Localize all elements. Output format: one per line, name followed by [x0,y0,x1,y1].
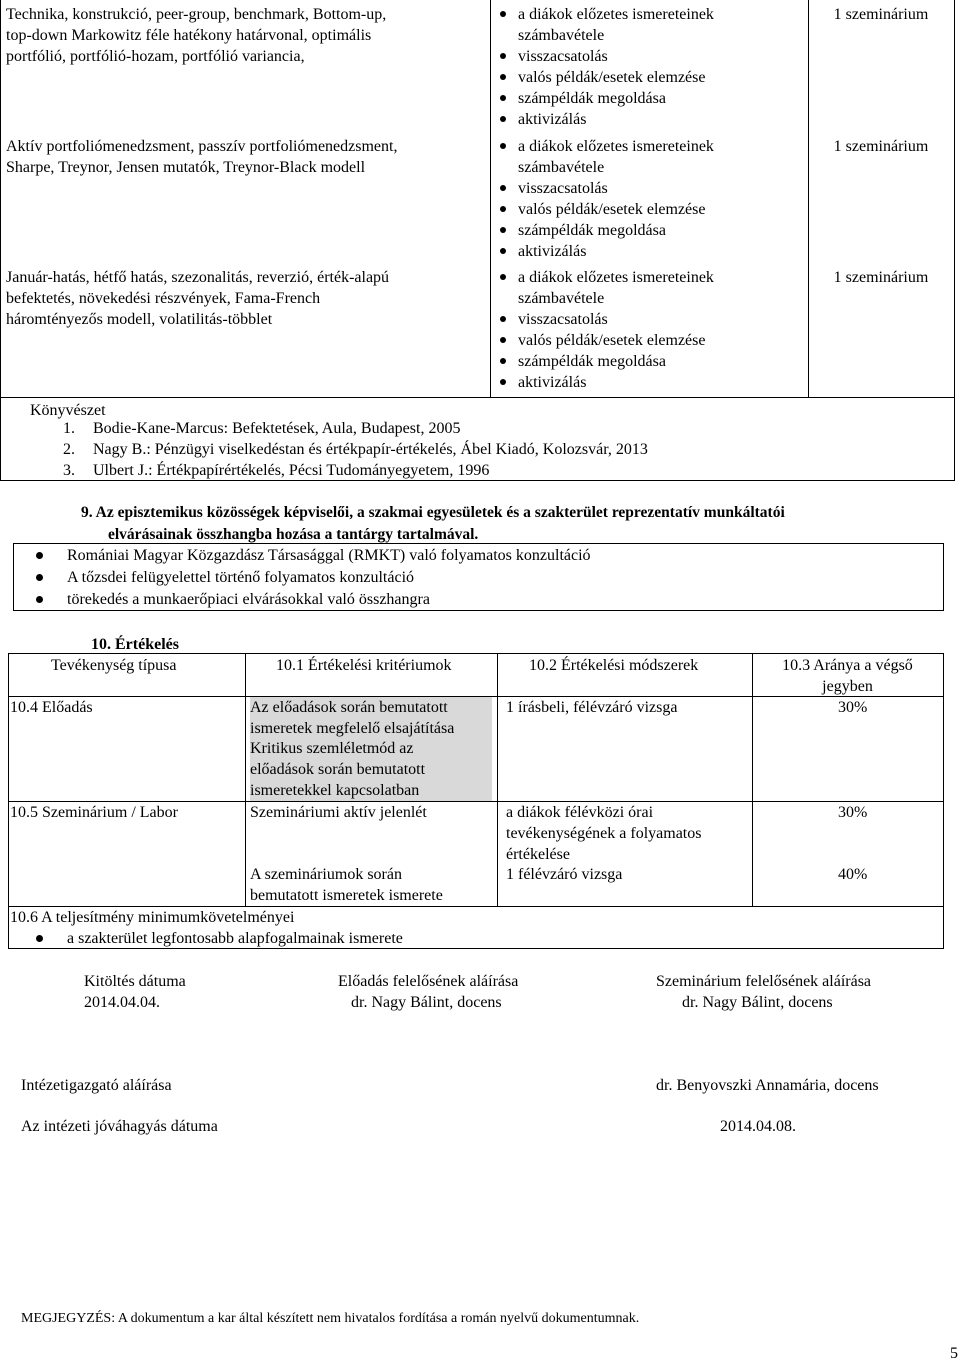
director-name: dr. Benyovszki Annamária, docens [656,1077,879,1094]
header-share: 10.3 Aránya a végső jegyben [782,657,913,695]
list-item: a diákok előzetes ismereteinek számbavétele [496,136,796,178]
seminar-signature-label: Szeminárium felelősének aláírása [656,973,872,990]
bullet-icon [36,935,43,942]
header-criteria: 10.1 Értékelési kritériumok [276,657,452,674]
list-item: A tőzsdei felügyelettel történő folyamatos konzultáció [0,567,940,589]
bibliography-num: 1. [63,420,75,437]
date-value: 2014.04.04. [84,994,160,1011]
list-item: számpéldák megoldása [496,88,796,109]
bibliography-item: Bodie-Kane-Marcus: Befektetések, Aula, Budapest, 2005 [93,420,461,437]
share-cell: 40% [838,866,868,883]
methods-list [496,136,796,262]
bibliography-num: 2. [63,441,75,458]
list-item: számpéldák megoldása [496,220,796,241]
method-cell: 1 írásbeli, félévzáró vizsga [506,699,678,716]
method-cell: a diákok félévközi órai tevékenységének a folyamatos értékelése [506,804,702,863]
grid-line [752,653,753,906]
section10-heading: 10. Értékelés [91,636,179,653]
grid-line [8,653,943,654]
bibliography-item: Ulbert J.: Értékpapírértékelés, Pécsi Tudományegyetem, 1996 [93,462,490,479]
requirement-item: a szakterület legfontosabb alapfogalmainak ismerete [67,930,403,947]
topic-text: Technika, konstrukció, peer-group, benchmark, Bottom-up, top-down Markowitz féle hatékony határvonal, optimális portfólió, portfólió-hozam, portfólió variancia, [6,6,387,65]
grid-line [245,653,246,906]
list-item: törekedés a munkaerőpiaci elvárásokkal való összhangra [0,589,940,611]
list-item: aktivizálás [496,241,796,262]
grid-line [497,653,498,906]
criteria-cell: Szemináriumi aktív jelenlét [250,804,427,821]
list-item: visszacsatolás [496,178,796,199]
section9-heading: 9. Az episztemikus közösségek képviselői, a szakmai egyesületek és a szakterület reprezentatív munkáltatói [81,504,785,521]
grid-line [8,653,9,949]
list-item: visszacsatolás [496,309,796,330]
lecture-signature-name: dr. Nagy Bálint, docens [351,994,502,1011]
page-number: 5 [950,1345,958,1362]
list-item: valós példák/esetek elemzése [496,67,796,88]
header-activity-type: Tevékenység típusa [51,657,177,674]
section9-list [0,545,940,611]
method-cell: 1 félévzáró vizsga [506,866,623,883]
share-cell: 30% [838,699,868,716]
methods-list [496,4,796,130]
approval-label: Az intézeti jóváhagyás dátuma [21,1118,218,1135]
table-divider [490,0,491,397]
bibliography-item: Nagy B.: Pénzügyi viselkedéstan és értékpapír-értékelés, Ábel Kiadó, Kolozsvár, 2013 [93,441,648,458]
methods-list [496,267,796,393]
bibliography-num: 3. [63,462,75,479]
section9-heading-cont: elvárásainak összhangba hozása a tantárgy tartalmával. [108,526,479,543]
table-border-right [954,0,955,480]
list-item: aktivizálás [496,109,796,130]
grid-line [943,653,944,949]
lecture-signature-label: Előadás felelősének aláírása [338,973,519,990]
list-item: valós példák/esetek elemzése [496,330,796,351]
hours-value: 1 szeminárium [833,6,929,23]
topic-text: Aktív portfoliómenedzsment, passzív portfoliómenedzsment, Sharpe, Treynor, Jensen mutatók, Treynor-Black modell [6,138,398,176]
director-label: Intézetigazgató aláírása [21,1077,172,1094]
header-methods: 10.2 Értékelési módszerek [529,657,699,674]
row-type: 10.5 Szeminárium / Labor [10,804,178,821]
list-item: a diákok előzetes ismereteinek számbavétele [496,267,796,309]
list-item: aktivizálás [496,372,796,393]
topic-text: Január-hatás, hétfő hatás, szezonalitás, reverzió, érték-alapú befektetés, növekedési részvények, Fama-French háromtényezős modell, volatilitás-többlet [6,269,390,328]
criteria-cell: A szemináriumok során bemutatott ismeretek ismerete [250,866,443,904]
list-item: a diákok előzetes ismereteinek számbavétele [496,4,796,46]
seminar-signature-name: dr. Nagy Bálint, docens [682,994,833,1011]
list-item: valós példák/esetek elemzése [496,199,796,220]
list-item: Romániai Magyar Közgazdász Társasággal (RMKT) való folyamatos konzultáció [0,545,940,567]
approval-date: 2014.04.08. [720,1118,796,1135]
list-item: visszacsatolás [496,46,796,67]
criteria-cell: Az előadások során bemutatott ismeretek megfelelő elsajátítása [250,697,492,739]
row-type: 10.6 A teljesítmény minimumkövetelményei [10,909,295,926]
share-cell: 30% [838,804,868,821]
criteria-cell: Kritikus szemléletmód az előadások során bemutatott ismeretekkel kapcsolatban [250,738,492,801]
list-item: számpéldák megoldása [496,351,796,372]
bibliography-title: Könyvészet [30,402,106,419]
row-type: 10.4 Előadás [10,699,93,716]
hours-value: 1 szeminárium [833,269,929,286]
footer-note: MEGJEGYZÉS: A dokumentum a kar által készített nem hivatalos fordítása a román nyelvű dokumentumnak. [21,1311,640,1326]
date-label: Kitöltés dátuma [84,973,186,990]
hours-value: 1 szeminárium [833,138,929,155]
table-divider [808,0,809,397]
table-divider [0,397,955,398]
table-border-left [0,0,1,480]
